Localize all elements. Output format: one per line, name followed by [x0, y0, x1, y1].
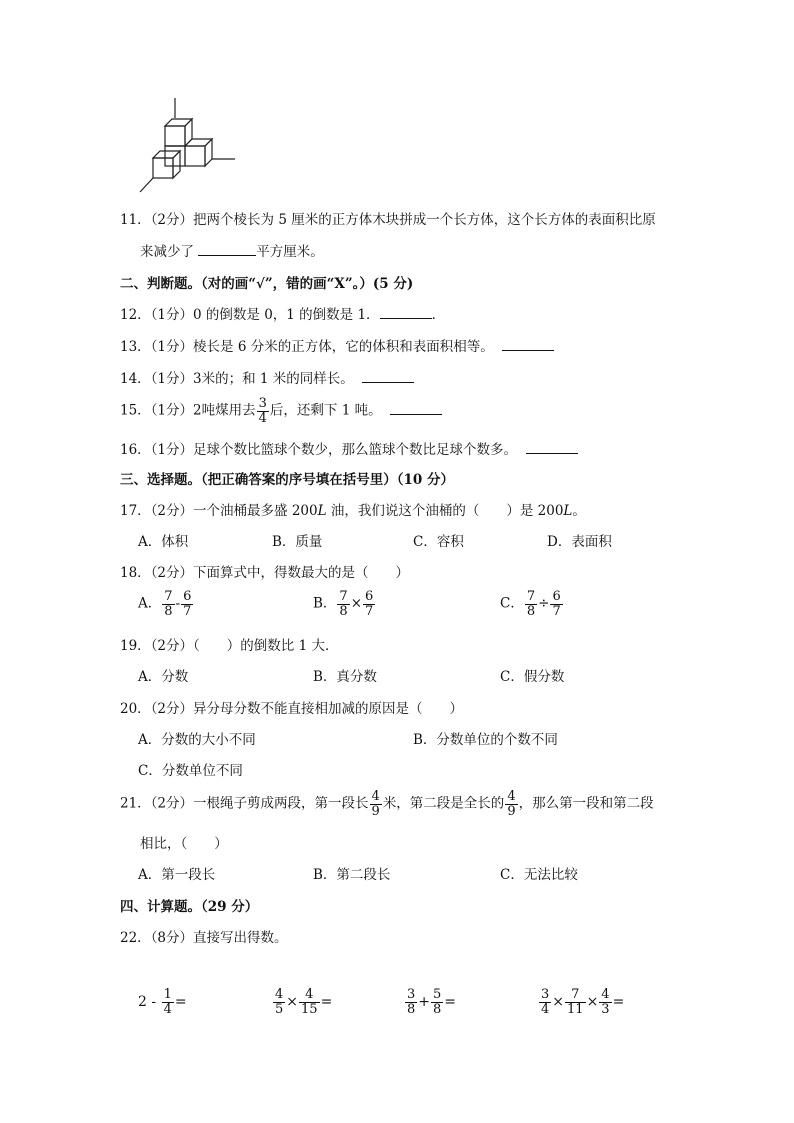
q13-answer-blank[interactable]: [502, 338, 554, 351]
question-21-cont: 相比，（ ）: [140, 836, 228, 852]
q16-number: 16．: [120, 442, 151, 458]
q21-text-mid: 米，第二段是全长的: [382, 795, 505, 812]
q19-number: 19．: [120, 638, 151, 654]
q21-option-a[interactable]: A．第一段长: [138, 867, 216, 883]
question-12: [120, 303, 445, 323]
q18-option-b[interactable]: B． $\frac{7}{8}$ × $\frac{6}{7}$: [313, 589, 374, 619]
q14-answer-blank[interactable]: [362, 370, 414, 383]
q22-text: 直接写出得数。: [193, 930, 288, 946]
q17-unit-2: L: [563, 503, 573, 519]
q15-fraction: $\frac{3}{4}$: [258, 396, 267, 426]
section-4-heading: 四、计算题。（29 分）: [120, 899, 259, 915]
q15-number: 15．: [120, 402, 151, 419]
q13-number: 13．: [120, 339, 151, 355]
q18-text: 下面算式中，得数最大的是（ ）: [193, 565, 410, 581]
q16-answer-blank[interactable]: [526, 441, 578, 454]
question-15: [120, 397, 442, 425]
q21-fraction-1: $\frac{4}{9}$: [371, 789, 380, 819]
cube-stack-figure: [135, 96, 245, 198]
question-13: [120, 335, 554, 355]
q15-text-post: 后，还剩下 1 吨。: [269, 402, 382, 419]
q11-number: 11．: [120, 212, 151, 228]
question-11: [120, 208, 656, 228]
q22-score: （8分）: [150, 930, 194, 946]
calc-expression-3: $\frac{3}{8}$ + $\frac{5}{8}$ =: [407, 987, 457, 1017]
q18-number: 18．: [120, 565, 151, 581]
q11-unit: 平方厘米。: [256, 244, 324, 260]
section-2-heading: 二、判断题。（对的画“√”，错的画“X”。）(5 分): [120, 276, 414, 292]
q21-text-pre: 一根绳子剪成两段，第一段长: [193, 795, 369, 812]
q15-answer-blank[interactable]: [390, 402, 442, 415]
q21-fraction-2: $\frac{4}{9}$: [507, 789, 516, 819]
question-11-cont: [140, 240, 324, 260]
q17-score: （2分）: [150, 503, 194, 519]
calc-expression-4: $\frac{3}{4}$ × $\frac{7}{11}$ × $\frac{4}{3}$ =: [541, 987, 625, 1017]
q21-number: 21．: [120, 795, 151, 812]
q20-option-b[interactable]: B．分数单位的个数不同: [413, 732, 558, 748]
q22-number: 22．: [120, 930, 151, 946]
q16-text: 足球个数比篮球个数少，那么篮球个数比足球个数多。: [193, 442, 518, 458]
q13-text: 棱长是 6 分米的正方体，它的体积和表面积相等。: [193, 339, 494, 355]
q21-text-post: ，那么第一段和第二段: [518, 795, 654, 812]
question-16: [120, 438, 578, 458]
question-20: [120, 697, 463, 717]
calc-expression-2: $\frac{4}{5}$ × $\frac{4}{15}$ =: [275, 987, 333, 1017]
q19-option-a[interactable]: A．分数: [138, 669, 189, 685]
q11-score: （2分）: [150, 212, 194, 228]
q17-option-b[interactable]: B．质量: [272, 534, 323, 550]
q19-option-c[interactable]: C．假分数: [500, 669, 565, 685]
q17-unit-1: L: [317, 503, 327, 519]
q12-score: （1分）: [150, 307, 194, 323]
q17-text-1: 一个油桶最多盛 200: [193, 503, 318, 519]
calc-expression-1: 2 - $\frac{1}{4}$ =: [138, 987, 187, 1017]
section-3-heading: 三、选择题。（把正确答案的序号填在括号里）（10 分）: [120, 472, 454, 488]
question-14: [120, 367, 414, 387]
q14-text: 3米的；和 1 米的同样长。: [193, 371, 354, 387]
q17-text-3: 。: [572, 503, 586, 519]
q20-number: 20．: [120, 701, 151, 717]
q17-text-2: 油，我们说这个油桶的（ ）是 200: [326, 503, 564, 519]
q20-option-c[interactable]: C．分数单位不同: [138, 763, 243, 779]
q18-score: （2分）: [150, 565, 194, 581]
q12-text: 0 的倒数是 0，1 的倒数是 1．: [193, 307, 380, 323]
question-17: [120, 499, 586, 519]
q19-score: （2分）: [150, 638, 194, 654]
q17-option-c[interactable]: C．容积: [413, 534, 464, 550]
q16-score: （1分）: [150, 442, 194, 458]
q21-score: （2分）: [150, 795, 194, 812]
question-21: [120, 790, 654, 818]
q14-score: （1分）: [150, 371, 194, 387]
q19-text: （ ）的倒数比 1 大．: [193, 638, 339, 654]
question-18: [120, 561, 409, 581]
q19-option-b[interactable]: B．真分数: [313, 669, 377, 685]
q20-text: 异分母分数不能直接相加减的原因是（ ）: [193, 701, 464, 717]
q14-number: 14．: [120, 371, 151, 387]
q12-end: ．: [431, 307, 446, 323]
q15-text-pre: 2吨煤用去: [193, 402, 256, 419]
q17-option-a[interactable]: A．体积: [138, 534, 189, 550]
q17-number: 17．: [120, 503, 151, 519]
q11-answer-blank[interactable]: [198, 243, 256, 256]
q18-option-c[interactable]: C． $\frac{7}{8}$ ÷ $\frac{6}{7}$: [500, 589, 561, 619]
q12-answer-blank[interactable]: [380, 306, 432, 319]
q11-text-cont: 来减少了: [140, 244, 199, 260]
q13-score: （1分）: [150, 339, 194, 355]
q15-score: （1分）: [150, 402, 194, 419]
q12-number: 12．: [120, 307, 151, 323]
question-22: [120, 926, 288, 946]
q17-option-d[interactable]: D．表面积: [547, 534, 612, 550]
q21-option-b[interactable]: B．第二段长: [313, 867, 391, 883]
q11-text: 把两个棱长为 5 厘米的正方体木块拼成一个长方体，这个长方体的表面积比原: [193, 212, 656, 228]
q20-option-a[interactable]: A．分数的大小不同: [138, 732, 256, 748]
q21-option-c[interactable]: C．无法比较: [500, 867, 578, 883]
q18-option-a[interactable]: A． $\frac{7}{8}$ - $\frac{6}{7}$: [138, 589, 192, 619]
q20-score: （2分）: [150, 701, 194, 717]
question-19: [120, 634, 338, 654]
